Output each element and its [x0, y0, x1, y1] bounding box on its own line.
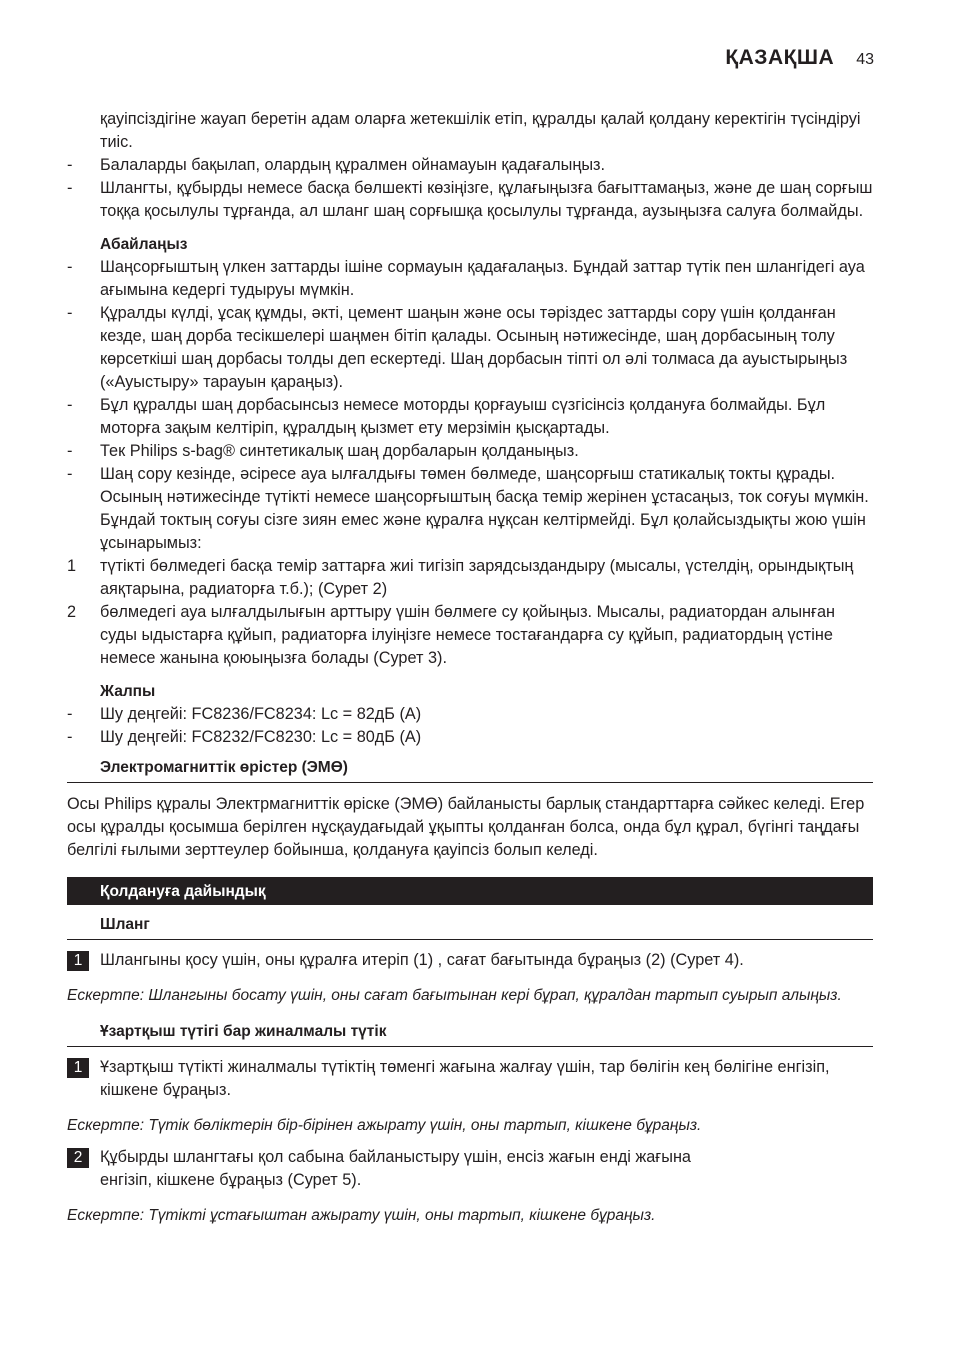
list-marker: -: [67, 705, 73, 723]
step-text: Ұзартқыш түтікті жиналмалы түтіктің төменгі жағына жалғау үшін, тар бөлігін кең бөлігіне енгізіп, кішкене бұраңыз.: [100, 1058, 830, 1099]
intro-continuation: қауіпсіздігіне жауап беретін адам оларға жетекшілік етіп, құралды қалай қолдану керектігін түсіндіруі тиіс.: [100, 110, 861, 151]
list-text: Балаларды бақылап, олардың құралмен ойнамауын қадағалыңыз.: [100, 156, 606, 174]
emf-paragraph: Осы Philips құралы Электрмагниттік өріске (ЭМӨ) байланысты барлық стандарттарға сәйкес келеді. Егер осы құралды қосымша берілген нұсқаудағыдай ұқыпты қолданған болса, онда бұл құрал, бүгінгі таңдағы белгілі ғылыми зерттеулер бойынша, қолдануға қауіпсіз болып келеді.: [67, 795, 865, 859]
list-text: Шлангты, құбырды немесе басқа бөлшекті көзіңізге, құлағыңызға бағыттамаңыз, және де шаң сорғыш тоққа қосылулы тұрғанда, ал шланг шаң сорғышқа қосылулы тұрғанда, аузыңызға салуға болмайды.: [100, 179, 873, 220]
list-marker: -: [67, 396, 73, 414]
step-text: Құбырды шлангтағы қол сабына байланыстыру үшін, енсіз жағын енді жағына енгізіп, кішкене бұраңыз (Сурет 5).: [100, 1148, 691, 1189]
tube-heading: Ұзартқыш түтігі бар жиналмалы түтік: [67, 1020, 873, 1047]
list-item: [67, 463, 873, 555]
step-text: Шлангыны қосу үшін, оны құралға итеріп (1) , сағат бағытында бұраңыз (2) (Сурет 4).: [100, 951, 744, 969]
page-content: [67, 108, 873, 1227]
list-marker: -: [67, 258, 73, 276]
tube-note-2: Ескертпе: Түтікті ұстағыштан ажырату үшін, оны тартып, кішкене бұраңыз.: [67, 1207, 656, 1224]
list-item: [67, 601, 873, 670]
list-marker: -: [67, 304, 73, 322]
tube-note-1: Ескертпе: Түтік бөліктерін бір-бірінен ажырату үшін, оны тартып, кішкене бұраңыз.: [67, 1117, 702, 1134]
list-item: [67, 256, 873, 302]
list-marker: -: [67, 442, 73, 460]
list-text: Шу деңгейі: FC8236/FC8234: Lc = 82дБ (A): [100, 705, 422, 723]
hose-heading: Шланг: [67, 913, 873, 940]
list-text: бөлмедегі ауа ылғалдылығын арттыру үшін бөлмеге су қойыңыз. Мысалы, радиатордан алынған суды ыдыстарға құйып, радиаторға ілуіңізге немесе тостағандарға су құйып, радиатордың үстіне немесе жанына қоюыңызға болады (Сурет 3).: [100, 603, 836, 667]
list-item: [67, 703, 873, 726]
list-item: [67, 440, 873, 463]
list-marker: -: [67, 465, 73, 483]
list-item: [67, 154, 873, 177]
list-item: [67, 726, 873, 749]
tube-step-1: [67, 1056, 873, 1102]
emf-heading: Электромагниттік өрістер (ЭМӨ): [67, 756, 873, 783]
list-text: Шу деңгейі: FC8232/FC8230: Lc = 80дБ (A): [100, 728, 422, 746]
step-number: 1: [67, 951, 89, 971]
hose-note: Ескертпе: Шлангыны босату үшін, оны сағат бағытынан кері бұрап, құралдан тартып суырып алыңыз.: [67, 987, 842, 1004]
step-number: 2: [67, 1148, 89, 1168]
hose-step-1: [67, 949, 873, 972]
list-marker: 2: [67, 603, 77, 621]
list-marker: -: [67, 179, 73, 197]
preparation-banner: Қолдануға дайындық: [67, 877, 873, 905]
list-text: Шаң сору кезінде, әсіресе ауа ылғалдығы төмен бөлмеде, шаңсорғыш статикалық токты құрады. Осының нәтижесінде түтікті немесе шаңсорғыштың басқа темір жерінен ұстасаңыз, ток соғуы мүмкін. Бұндай токтың соғуы сізге зиян емес және құралға нұқсан келтірмейді. Бұл қолайсыздықты жою үшін ұсынарымыз:: [100, 465, 869, 552]
list-item: [67, 177, 873, 223]
list-item: [67, 302, 873, 394]
list-marker: 1: [67, 557, 77, 575]
list-item: [67, 394, 873, 440]
general-heading: Жалпы: [100, 683, 156, 700]
list-text: Бұл құралды шаң дорбасынсыз немесе моторды қорғауыш сүзгісінсіз қолдануға болмайды. Бұл моторға зақым келтіріп, құралдың қызмет ету мерзімін қысқартады.: [100, 396, 826, 437]
list-text: Тек Philips s-bag® синтетикалық шаң дорбаларын қолданыңыз.: [100, 442, 579, 460]
list-marker: -: [67, 728, 73, 746]
list-item: [67, 555, 873, 601]
list-marker: -: [67, 156, 73, 174]
list-text: түтікті бөлмедегі басқа темір заттарға жиі тигізіп зарядсыздандыру (мысалы, үстелдің, орындықтың аяқтарына, радиаторға т.б.); (Сурет 2): [100, 557, 854, 598]
tube-step-2: [67, 1146, 873, 1192]
step-number: 1: [67, 1058, 89, 1078]
language-label: ҚАЗАҚША: [725, 46, 835, 69]
page-number: 43: [856, 51, 874, 68]
page-header: [725, 46, 874, 70]
list-text: Шаңсорғыштың үлкен заттарды ішіне сормауын қадағалаңыз. Бұндай заттар түтік пен шлангідегі ауа ағымына кедергі тудыруы мүмкін.: [100, 258, 865, 299]
caution-heading: Абайлаңыз: [100, 236, 188, 253]
list-text: Құралды күлді, ұсақ құмды, әкті, цемент шаңын және осы тәріздес заттарды сору үшін қолданған кезде, шаң дорба тесікшелері шаңмен бітіп қалады. Осының нәтижесінде, шаң дорбасының толу көрсеткіші шаң дорбасы толды деп ескертеді. Шаң дорбасын тіпті ол әлі толмаса да ауыстырыңыз («Ауыстыру» тарауын қараңыз).: [100, 304, 848, 391]
